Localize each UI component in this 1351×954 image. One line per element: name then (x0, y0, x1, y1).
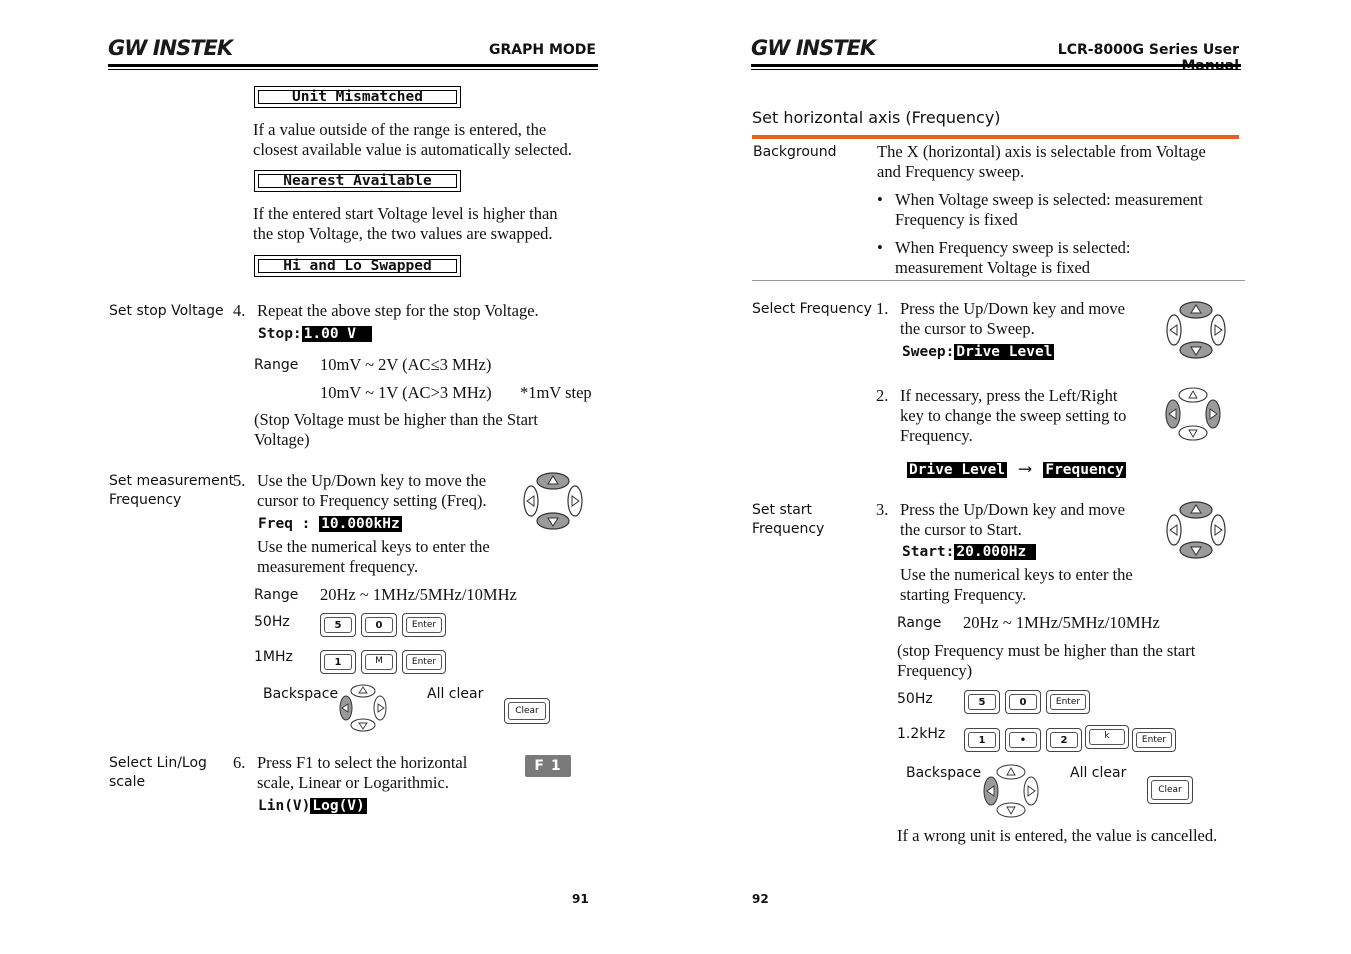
lcd-sweep (902, 344, 1054, 360)
key-enter[interactable] (402, 650, 446, 674)
key-label: 0 (1009, 694, 1037, 710)
text-line: If the entered start Voltage level is higher than (253, 204, 558, 223)
lcd-label: Sweep: (902, 344, 955, 360)
range-value: 10mV ~ 1V (AC>3 MHz) (320, 383, 492, 402)
text-line: measurement Voltage is fixed (895, 258, 1091, 277)
lcd-value: Drive Level (956, 344, 1053, 360)
key-label: k (1089, 729, 1125, 745)
key-enter[interactable] (1046, 690, 1090, 714)
key-label: 0 (365, 617, 393, 633)
lcd-message-text: Hi and Lo Swapped (258, 259, 457, 273)
text-line: The X (horizontal) axis is selectable from Voltage (877, 142, 1206, 161)
text-line: starting Frequency. (900, 585, 1027, 604)
text-line: If necessary, press the Left/Right (900, 386, 1118, 405)
key-label: 1 (968, 732, 996, 748)
lcd-label: Start: (902, 544, 955, 560)
text-line: Frequency) (897, 661, 973, 680)
text-line: the cursor to Sweep. (900, 319, 1035, 338)
lcd-stop-voltage (258, 326, 372, 342)
text-line: closest available value is automatically selected. (253, 140, 572, 159)
section-label-linlog (109, 754, 207, 792)
backspace-left-key-icon[interactable] (983, 763, 1039, 819)
bullet-frequency-sweep (895, 238, 1131, 278)
text-line: measurement frequency. (257, 557, 419, 576)
all-clear-label: All clear (1070, 765, 1127, 781)
section-label-select-frequency: Select Frequency (752, 301, 872, 317)
header-rule-left-thin (108, 69, 598, 70)
key-label: 5 (324, 617, 352, 633)
note-start-frequency (897, 641, 1195, 681)
step-text (257, 471, 487, 511)
lcd-label: Lin(V) (258, 798, 311, 814)
arrow-right-icon: ⟶ (1019, 458, 1031, 479)
text-line: (Stop Voltage must be higher than the Start (254, 410, 538, 429)
wrong-unit-note: If a wrong unit is entered, the value is cancelled. (897, 826, 1218, 845)
label-line: Set start (752, 502, 813, 518)
text-line: When Voltage sweep is selected: measurement (895, 190, 1203, 209)
range-value: 10mV ~ 2V (AC≤3 MHz) (320, 355, 492, 374)
key-label: 5 (968, 694, 996, 710)
lcd-label: Freq : (258, 516, 311, 532)
step-number: 4. (233, 301, 246, 320)
text-line: When Frequency sweep is selected: (895, 238, 1131, 257)
header-rule-left (108, 64, 598, 67)
step-number: 3. (876, 500, 889, 519)
text-line: the stop Voltage, the two values are swapped. (253, 224, 553, 243)
text-line: Press F1 to select the horizontal (257, 753, 468, 772)
note-stop-voltage (254, 410, 538, 450)
key-2[interactable] (1046, 728, 1082, 752)
text-line: If a value outside of the range is entered, the (253, 120, 547, 139)
lcd-freq (258, 516, 402, 532)
key-label: Enter (406, 617, 442, 633)
lcd-to-value: Frequency (1045, 462, 1124, 478)
label-line: Frequency (109, 492, 182, 508)
section-title: Set horizontal axis (Frequency) (752, 108, 1001, 127)
paragraph-swapped (253, 204, 558, 244)
header-title-left: GRAPH MODE (489, 42, 596, 58)
lcd-value: 1.00 V (302, 326, 372, 342)
text-line: cursor to Frequency setting (Freq). (257, 491, 487, 510)
text-line: the cursor to Start. (900, 520, 1022, 539)
step-text: Repeat the above step for the stop Voltage. (257, 301, 539, 320)
key-label: M (365, 654, 393, 670)
range-label: Range (897, 615, 942, 631)
lcd-message-nearest-available (254, 170, 461, 192)
label-line: scale (109, 774, 146, 790)
section-label-stop-voltage: Set stop Voltage (109, 303, 224, 319)
label-line: Select Lin/Log (109, 755, 207, 771)
lcd-message-unit-mismatched (254, 86, 461, 108)
key-clear[interactable] (504, 698, 550, 724)
key-label: 2 (1050, 732, 1078, 748)
lcd-linlog (258, 798, 367, 814)
arrow-keypad-icon[interactable] (1165, 499, 1227, 561)
divider (752, 280, 1245, 281)
text-line: Use the Up/Down key to move the (257, 471, 487, 490)
arrow-keypad-icon[interactable] (1165, 299, 1227, 361)
step-number: 5. (233, 471, 246, 490)
paragraph-numeric (900, 565, 1133, 605)
lcd-value: 20.000Hz (954, 544, 1036, 560)
key-0[interactable] (361, 613, 397, 637)
lcd-value: Log(V) (312, 798, 365, 814)
key-enter[interactable] (402, 613, 446, 637)
range-label: Range (254, 357, 299, 373)
text-line: (stop Frequency must be higher than the start (897, 641, 1196, 660)
page-number-left: 91 (572, 892, 589, 906)
lcd-message-text: Unit Mismatched (258, 90, 457, 104)
text-line: Frequency. (900, 426, 973, 445)
key-5[interactable] (964, 690, 1000, 714)
key-1[interactable] (320, 650, 356, 674)
key-5[interactable] (320, 613, 356, 637)
paragraph-out-of-range (253, 120, 572, 160)
range-value: 20Hz ~ 1MHz/5MHz/10MHz (320, 585, 517, 604)
example-label-50hz: 50Hz (254, 614, 290, 630)
key-decimal-point[interactable] (1005, 728, 1041, 752)
text-line: Frequency is fixed (895, 210, 1018, 229)
text-line: key to change the sweep setting to (900, 406, 1127, 425)
lcd-from-value: Drive Level (909, 462, 1006, 478)
text-line: Use the numerical keys to enter the (900, 565, 1133, 584)
background-text (877, 142, 1206, 182)
key-label: Clear (1151, 780, 1189, 800)
sweep-change (907, 458, 1126, 479)
range-step: *1mV step (520, 383, 592, 402)
key-label: Enter (1136, 732, 1172, 748)
bullet-dot: • (877, 238, 883, 257)
step-number: 1. (876, 299, 889, 318)
key-label: Clear (508, 702, 546, 720)
range-label: Range (254, 587, 299, 603)
key-m[interactable] (361, 650, 397, 674)
label-line: Set measurement (109, 473, 235, 489)
key-clear[interactable] (1147, 776, 1193, 804)
lcd-label: Stop: (258, 326, 302, 342)
backspace-label: Backspace (906, 765, 982, 781)
key-enter[interactable] (1132, 728, 1176, 752)
step-text (900, 386, 1126, 446)
header-rule-right (751, 64, 1241, 67)
example-label-1-2khz: 1.2kHz (897, 726, 946, 742)
key-label: • (1009, 732, 1037, 748)
key-0[interactable] (1005, 690, 1041, 714)
section-title-rule (752, 135, 1239, 139)
page-number-right: 92 (752, 892, 769, 906)
text-line: Use the numerical keys to enter the (257, 537, 490, 556)
label-line: Frequency (752, 521, 825, 537)
text-line: Press the Up/Down key and move (900, 500, 1126, 519)
key-label: 1 (324, 654, 352, 670)
lcd-message-text: Nearest Available (258, 174, 457, 188)
header-rule-right-thin (751, 69, 1241, 70)
bullet-voltage-sweep (895, 190, 1203, 230)
brand-logo-left: GW INSTEK (108, 36, 233, 60)
arrow-keypad-left-right-icon[interactable] (1165, 386, 1221, 442)
backspace-label: Backspace (263, 686, 339, 702)
step-text (900, 299, 1125, 339)
key-label: Enter (1050, 694, 1086, 710)
example-label-50hz: 50Hz (897, 691, 933, 707)
brand-logo-right: GW INSTEK (751, 36, 876, 60)
f1-key[interactable]: F 1 (525, 755, 571, 777)
text-line: Press the Up/Down key and move (900, 299, 1126, 318)
example-label-1mhz: 1MHz (254, 649, 293, 665)
key-k[interactable] (1085, 725, 1129, 749)
backspace-left-key-icon[interactable] (338, 683, 388, 733)
step-number: 2. (876, 386, 889, 405)
text-line: and Frequency sweep. (877, 162, 1025, 181)
text-line: scale, Linear or Logarithmic. (257, 773, 449, 792)
section-label-measurement-frequency (109, 472, 234, 510)
bullet-dot: • (877, 190, 883, 209)
paragraph-numeric (257, 537, 490, 577)
section-label-start-frequency (752, 501, 824, 539)
arrow-keypad-icon[interactable] (522, 470, 584, 532)
key-label: Enter (406, 654, 442, 670)
step-text (900, 500, 1125, 540)
lcd-start (902, 544, 1036, 560)
key-1[interactable] (964, 728, 1000, 752)
range-value: 20Hz ~ 1MHz/5MHz/10MHz (963, 613, 1160, 632)
header-title-right: LCR-8000G Series User (1057, 42, 1239, 58)
step-text (257, 753, 467, 793)
background-label: Background (753, 144, 837, 160)
lcd-message-hi-lo-swapped (254, 255, 461, 277)
step-number: 6. (233, 753, 246, 772)
all-clear-label: All clear (427, 686, 484, 702)
text-line: Voltage) (254, 430, 310, 449)
lcd-value: 10.000kHz (321, 516, 400, 532)
